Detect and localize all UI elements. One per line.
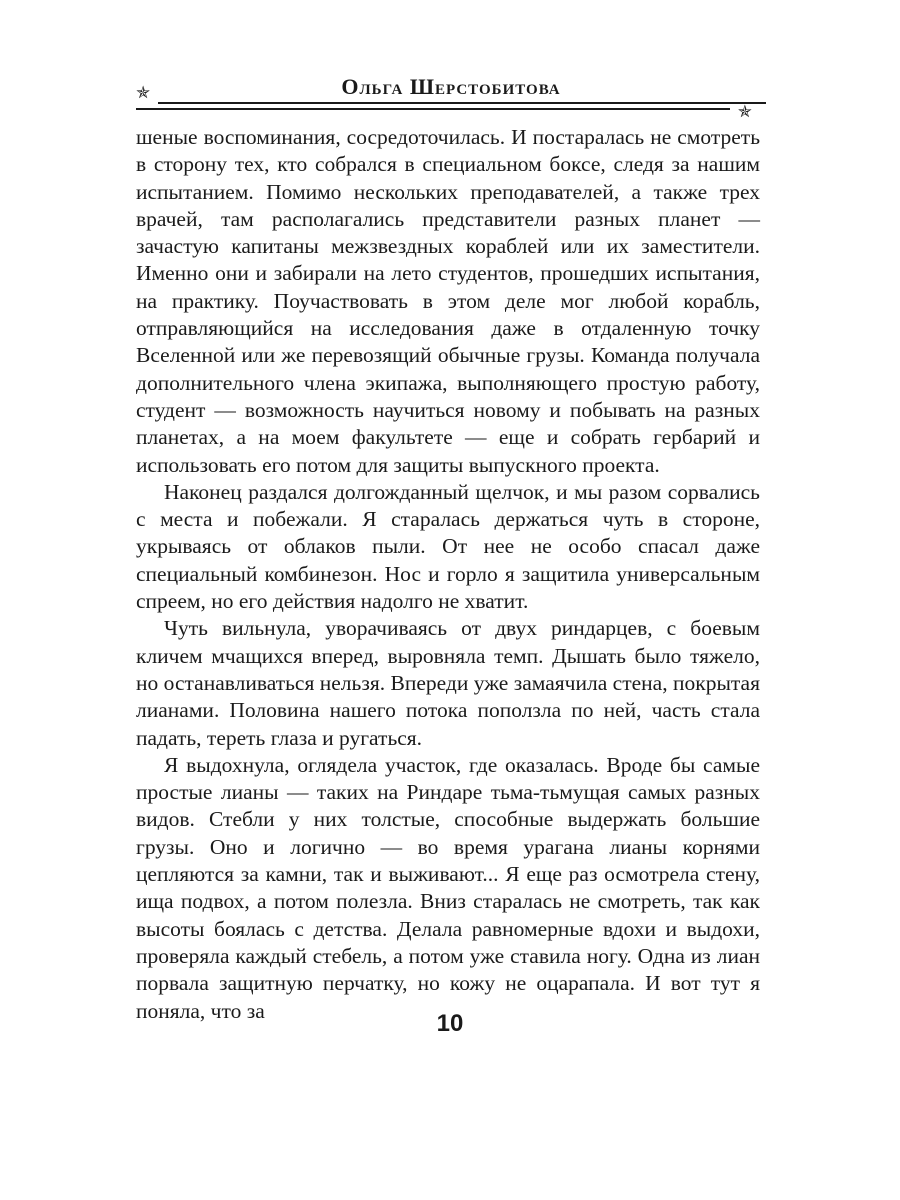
paragraph: Чуть вильнула, уворачиваясь от двух риндарцев, с боевым кличем мчащихся вперед, выровняла темп. Дышать было тяжело, но останавливаться нельзя. Впереди уже замаячила стена, покрытая лианами. Половина нашего потока поползла по ней, часть стала падать, тереть глаза и ругаться. bbox=[136, 616, 760, 750]
paragraph: Я выдохнула, оглядела участок, где оказалась. Вроде бы самые простые лианы — таких на Риндаре тьма-тьмущая самых разных видов. Стебли у них толстые, способные выдержать большие грузы. Оно и логично — во время урагана лианы корнями цепляются за камни, так и выживают... Я еще раз осмотрела стену, ища подвох, а потом полезла. Вниз старалась не смотреть, так как высоты боялась с детства. Делала равномерные вдохи и выдохи, проверяла каждый стебель, а потом уже ставила ногу. Одна из лиан порвала защитную перчатку, но кожу не оцарапала. И вот тут я поняла, что за bbox=[136, 752, 760, 1023]
paragraph: шеные воспоминания, сосредоточилась. И постаралась не смотреть в сторону тех, кто собрался в специальном боксе, следя за нашим испытанием. Помимо нескольких преподавателей, а также трех врачей, там располагались представители разных планет — зачастую капитаны межзвездных кораблей или их заместители. Именно они и забирали на лето студентов, прошедших испытания, на практику. Поучаствовать в этом деле мог любой корабль, отправляющийся на исследования даже в отдаленную точку Вселенной или же перевозящий обычные грузы. Команда получала дополнительного члена экипажа, выполняющего простую работу, студент — возможность научиться новому и побывать на разных планетах, а на моем факультете — еще и собрать гербарий и использовать его потом для защиты выпускного проекта. bbox=[136, 125, 760, 477]
star-ornament-icon: ✯ bbox=[136, 83, 151, 103]
star-ornament-icon: ✯ bbox=[737, 102, 752, 122]
page-number: 10 bbox=[436, 1010, 464, 1037]
header-rule-upper bbox=[158, 102, 766, 104]
running-header bbox=[136, 70, 766, 122]
author-name: Ольга Шерстобитова bbox=[341, 74, 561, 99]
header-rule-lower bbox=[136, 108, 730, 110]
paragraph: Наконец раздался долгожданный щелчок, и мы разом сорвались с места и побежали. Я старалась держаться чуть в стороне, укрываясь от облаков пыли. От нее не особо спасал даже специальный комбинезон. Нос и горло я защитила универсальным спреем, но его действия надолго не хватит. bbox=[136, 479, 760, 614]
page-body-text bbox=[136, 124, 760, 1025]
